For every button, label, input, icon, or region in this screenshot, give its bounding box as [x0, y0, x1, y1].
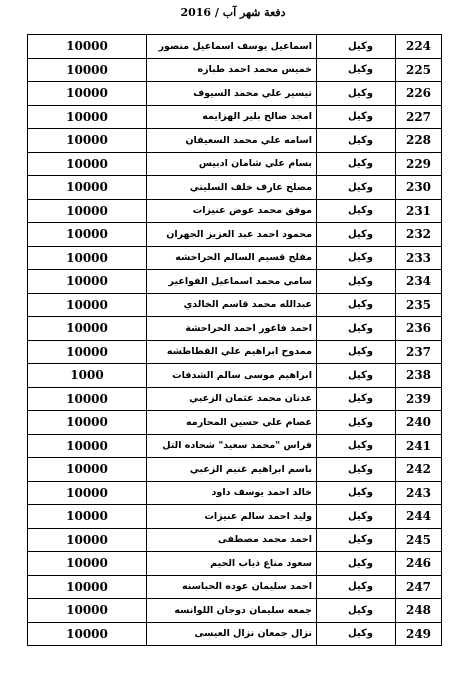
row-name: احمد سليمان عوده الحباسنه — [147, 575, 317, 599]
row-name: عبدالله محمد قاسم الخالدي — [147, 293, 317, 317]
table-row — [28, 223, 442, 247]
row-amount: 10000 — [28, 270, 147, 294]
row-amount: 10000 — [28, 199, 147, 223]
table-row — [28, 434, 442, 458]
row-number: 233 — [396, 246, 442, 270]
table-row — [28, 575, 442, 599]
row-name: باسم ابراهيم غنيم الزعبي — [147, 458, 317, 482]
row-number: 226 — [396, 82, 442, 106]
row-name: جمعه سليمان دوجان اللوانسه — [147, 599, 317, 623]
row-role: وكيل — [317, 528, 396, 552]
row-amount: 10000 — [28, 223, 147, 247]
row-amount: 10000 — [28, 552, 147, 576]
table-row — [28, 622, 442, 646]
row-number: 230 — [396, 176, 442, 200]
row-role: وكيل — [317, 505, 396, 529]
row-role: وكيل — [317, 387, 396, 411]
row-name: موفق محمد عوض عنيزات — [147, 199, 317, 223]
row-amount: 10000 — [28, 458, 147, 482]
row-number: 234 — [396, 270, 442, 294]
table-row — [28, 105, 442, 129]
table-row — [28, 458, 442, 482]
table-row — [28, 58, 442, 82]
row-number: 225 — [396, 58, 442, 82]
row-role: وكيل — [317, 552, 396, 576]
table-row — [28, 340, 442, 364]
row-role: وكيل — [317, 129, 396, 153]
row-amount: 10000 — [28, 35, 147, 59]
header-title: دفعة شهر آب / — [214, 6, 286, 19]
table-row — [28, 176, 442, 200]
table-row — [28, 129, 442, 153]
row-name: بسام علي شامان ادبيس — [147, 152, 317, 176]
table-row — [28, 552, 442, 576]
row-role: وكيل — [317, 622, 396, 646]
row-amount: 10000 — [28, 105, 147, 129]
row-amount: 10000 — [28, 411, 147, 435]
table-row — [28, 481, 442, 505]
row-number: 240 — [396, 411, 442, 435]
row-amount: 10000 — [28, 387, 147, 411]
row-amount: 10000 — [28, 129, 147, 153]
row-amount: 10000 — [28, 246, 147, 270]
row-role: وكيل — [317, 434, 396, 458]
row-number: 231 — [396, 199, 442, 223]
table-row — [28, 599, 442, 623]
row-amount: 10000 — [28, 152, 147, 176]
row-number: 249 — [396, 622, 442, 646]
row-amount: 10000 — [28, 528, 147, 552]
row-number: 238 — [396, 364, 442, 388]
row-number: 244 — [396, 505, 442, 529]
row-name: سعود مناع ذياب الحيم — [147, 552, 317, 576]
row-name: مصلح عارف خلف السليتي — [147, 176, 317, 200]
table-row — [28, 35, 442, 59]
row-role: وكيل — [317, 575, 396, 599]
row-role: وكيل — [317, 105, 396, 129]
row-number: 235 — [396, 293, 442, 317]
row-number: 228 — [396, 129, 442, 153]
row-number: 241 — [396, 434, 442, 458]
row-role: وكيل — [317, 340, 396, 364]
row-number: 236 — [396, 317, 442, 341]
row-number: 245 — [396, 528, 442, 552]
row-role: وكيل — [317, 317, 396, 341]
row-name: امجد صالح بلير الهزايمه — [147, 105, 317, 129]
table-row — [28, 152, 442, 176]
table-row — [28, 246, 442, 270]
row-amount: 10000 — [28, 434, 147, 458]
row-number: 248 — [396, 599, 442, 623]
row-amount: 10000 — [28, 505, 147, 529]
row-role: وكيل — [317, 82, 396, 106]
row-number: 232 — [396, 223, 442, 247]
row-role: وكيل — [317, 246, 396, 270]
table-row — [28, 505, 442, 529]
row-number: 227 — [396, 105, 442, 129]
row-number: 229 — [396, 152, 442, 176]
row-role: وكيل — [317, 35, 396, 59]
row-name: احمد فاعور احمد الحراحشة — [147, 317, 317, 341]
row-number: 246 — [396, 552, 442, 576]
table-row — [28, 82, 442, 106]
row-name: اسامه علي محمد السعيفان — [147, 129, 317, 153]
row-role: وكيل — [317, 364, 396, 388]
row-name: عدنان محمد عثمان الزعبي — [147, 387, 317, 411]
row-name: خالد احمد يوسف داود — [147, 481, 317, 505]
row-role: وكيل — [317, 199, 396, 223]
table-row — [28, 317, 442, 341]
table-row — [28, 411, 442, 435]
row-name: ابراهيم موسى سالم الشدفات — [147, 364, 317, 388]
row-number: 247 — [396, 575, 442, 599]
table-row — [28, 528, 442, 552]
row-role: وكيل — [317, 293, 396, 317]
row-amount: 10000 — [28, 317, 147, 341]
row-amount: 10000 — [28, 82, 147, 106]
table-row — [28, 199, 442, 223]
row-amount: 1000 — [28, 364, 147, 388]
row-number: 224 — [396, 35, 442, 59]
row-name: سامي محمد اسماعيل الفواعير — [147, 270, 317, 294]
row-name: فراس "محمد سعيد" شحاده التل — [147, 434, 317, 458]
row-amount: 10000 — [28, 599, 147, 623]
row-role: وكيل — [317, 270, 396, 294]
row-number: 239 — [396, 387, 442, 411]
payments-table — [27, 34, 442, 646]
table-row — [28, 364, 442, 388]
payments-table-body — [28, 35, 442, 646]
row-name: ممدوح ابراهيم علي القطاطشه — [147, 340, 317, 364]
row-name: محمود احمد عبد العزيز الجهران — [147, 223, 317, 247]
row-name: تيسير علي محمد السيوف — [147, 82, 317, 106]
row-role: وكيل — [317, 599, 396, 623]
row-role: وكيل — [317, 458, 396, 482]
row-name: وليد احمد سالم عنيزات — [147, 505, 317, 529]
row-amount: 10000 — [28, 481, 147, 505]
page-header — [0, 6, 466, 19]
row-amount: 10000 — [28, 575, 147, 599]
header-year: 2016 — [180, 6, 212, 19]
table-row — [28, 270, 442, 294]
row-role: وكيل — [317, 58, 396, 82]
row-role: وكيل — [317, 223, 396, 247]
row-name: نزال جمعان نزال العيسى — [147, 622, 317, 646]
row-name: اسماعيل يوسف اسماعيل منصور — [147, 35, 317, 59]
row-role: وكيل — [317, 411, 396, 435]
row-amount: 10000 — [28, 340, 147, 364]
row-name: مفلح قسيم السالم الحراحشه — [147, 246, 317, 270]
row-role: وكيل — [317, 152, 396, 176]
row-role: وكيل — [317, 481, 396, 505]
table-row — [28, 387, 442, 411]
row-amount: 10000 — [28, 58, 147, 82]
row-name: عصام علي حسين المحارمه — [147, 411, 317, 435]
table-row — [28, 293, 442, 317]
row-name: احمد محمد مصطفى — [147, 528, 317, 552]
row-number: 243 — [396, 481, 442, 505]
row-role: وكيل — [317, 176, 396, 200]
row-amount: 10000 — [28, 176, 147, 200]
row-amount: 10000 — [28, 293, 147, 317]
row-number: 237 — [396, 340, 442, 364]
row-number: 242 — [396, 458, 442, 482]
row-name: خميس محمد احمد طبازه — [147, 58, 317, 82]
row-amount: 10000 — [28, 622, 147, 646]
